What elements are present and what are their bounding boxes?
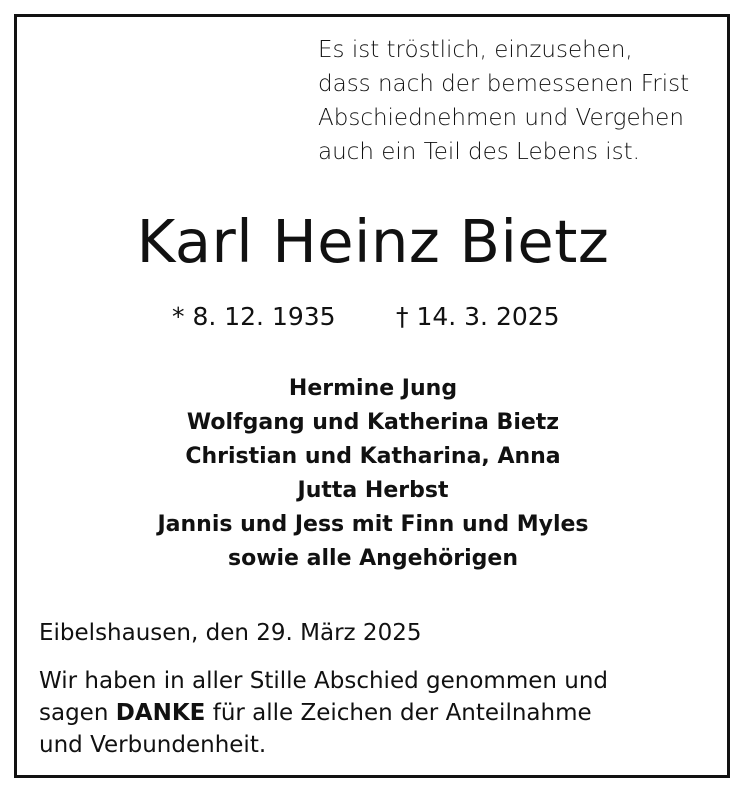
mourner-line: Christian und Katharina, Anna xyxy=(185,444,561,469)
thanks-emphasis: DANKE xyxy=(115,700,206,726)
thanks-text: sagen xyxy=(39,700,116,726)
quote-line: Abschiednehmen und Vergehen xyxy=(318,105,684,131)
quote-line: Es ist tröstlich, einzusehen, xyxy=(318,37,633,63)
thanks-message xyxy=(39,665,608,761)
thanks-text: für alle Zeichen der Anteilnahme xyxy=(205,700,592,726)
thanks-line: und Verbundenheit. xyxy=(39,732,267,758)
mourner-line: Jutta Herbst xyxy=(297,478,449,503)
mourners-list xyxy=(0,372,746,576)
deceased-name: Karl Heinz Bietz xyxy=(136,207,610,276)
thanks-line xyxy=(39,697,608,729)
death-date: † 14. 3. 2025 xyxy=(396,302,560,331)
birth-date: * 8. 12. 1935 xyxy=(172,302,336,331)
quote-line: dass nach der bemessenen Frist xyxy=(318,71,690,97)
thanks-line: Wir haben in aller Stille Abschied genommen und xyxy=(39,668,609,694)
mourner-line: sowie alle Angehörigen xyxy=(227,546,519,571)
mourner-line: Hermine Jung xyxy=(288,376,458,401)
quote-line: auch ein Teil des Lebens ist. xyxy=(318,139,640,165)
mourner-line: Jannis und Jess mit Finn und Myles xyxy=(157,512,589,537)
mourner-line: Wolfgang und Katherina Bietz xyxy=(186,410,560,435)
memorial-quote xyxy=(318,33,728,169)
life-dates xyxy=(0,299,746,335)
place-and-date: Eibelshausen, den 29. März 2025 xyxy=(39,620,422,646)
